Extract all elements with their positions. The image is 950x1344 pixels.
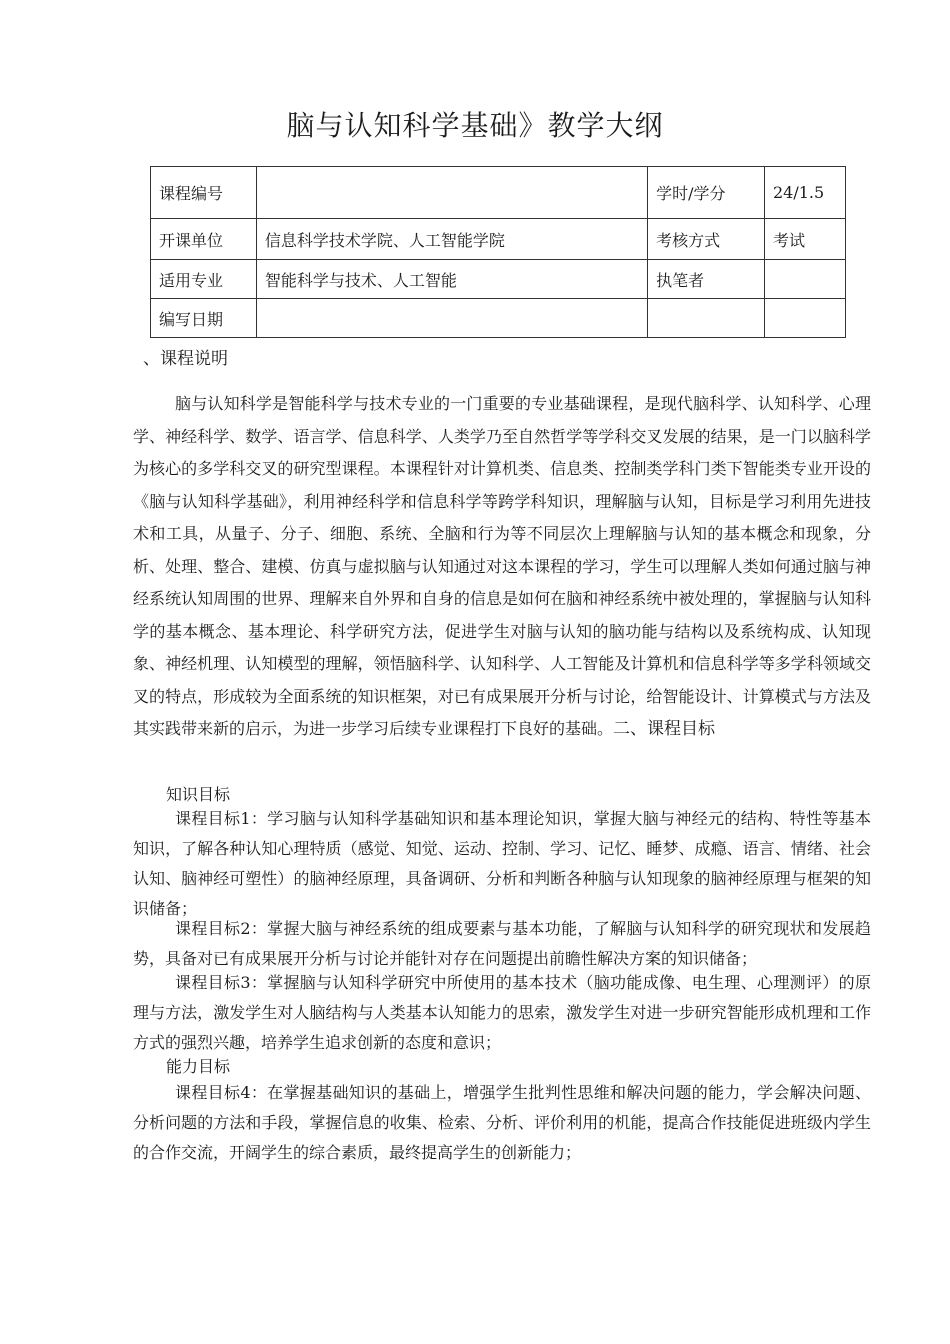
table-cell-label: 考核方式	[648, 219, 765, 260]
table-cell-value	[256, 299, 647, 338]
knowledge-goals-heading: 知识目标	[166, 785, 231, 804]
course-description-paragraph	[133, 388, 871, 746]
table-row	[151, 299, 846, 338]
ability-goals-heading: 能力目标	[166, 1057, 231, 1076]
goal-2-paragraph: 课程目标2：掌握大脑与神经系统的组成要素与基本功能，了解脑与认知科学的研究现状和发展趋势，具备对已有成果展开分析与讨论并能针对存在问题提出前瞻性解决方案的知识储备；	[133, 919, 871, 968]
section-heading-course-goals: 二、课程目标	[613, 719, 716, 739]
table-cell-empty	[648, 299, 765, 338]
table-cell-value: 信息科学技术学院、人工智能学院	[256, 219, 647, 260]
course-description-text: 脑与认知科学是智能科学与技术专业的一门重要的专业基础课程，是现代脑科学、认知科学、心理学、神经科学、数学、语言学、信息科学、人类学乃至自然哲学等学科交叉发展的结果，是一门以脑科学为核心的多学科交叉的研究型课程。本课程针对计算机类、信息类、控制类学科门类下智能类专业开设的《脑与认知科学基础》，利用神经科学和信息科学等跨学科知识，理解脑与认知，目标是学习利用先进技术和工具，从量子、分子、细胞、系统、全脑和行为等不同层次上理解脑与认知的基本概念和现象，分析、处理、整合、建模、仿真与虚拟脑与认知通过对这本课程的学习，学生可以理解人类如何通过脑与神经系统认知周围的世界、理解来自外界和自身的信息是如何在脑和神经系统中被处理的，掌握脑与认知科学的基本概念、基本理论、科学研究方法，促进学生对脑与认知的脑功能与结构以及系统构成、认知现象、神经机理、认知模型的理解，领悟脑科学、认知科学、人工智能及计算机和信息科学等多学科领域交叉的特点，形成较为全面系统的知识框架，对已有成果展开分析与讨论，给智能设计、计算模式与方法及其实践带来新的启示，为进一步学习后续专业课程打下良好的基础。	[133, 394, 871, 738]
goal-1-paragraph: 课程目标1：学习脑与认知科学基础知识和基本理论知识，掌握大脑与神经元的结构、特性等基本知识，了解各种认知心理特质（感觉、知觉、运动、控制、学习、记忆、睡梦、成瘾、语言、情绪、社会认知、脑神经可塑性）的脑神经原理，具备调研、分析和判断各种脑与认知现象的脑神经原理与框架的知识储备；	[133, 809, 871, 918]
table-cell-label: 开课单位	[151, 219, 257, 260]
table-cell-empty	[765, 299, 846, 338]
table-cell-label: 学时/学分	[648, 167, 765, 219]
table-cell-value: 24/1.5	[765, 167, 846, 219]
table-cell-value: 智能科学与技术、人工智能	[256, 260, 647, 299]
course-info-table	[150, 166, 846, 338]
table-row	[151, 219, 846, 260]
goal-3-paragraph: 课程目标3：掌握脑与认知科学研究中所使用的基本技术（脑功能成像、电生理、心理测评）的原理与方法，激发学生对人脑结构与人类基本认知能力的思索，激发学生对进一步研究智能形成机理和工作方式的强烈兴趣，培养学生追求创新的态度和意识；	[133, 973, 871, 1052]
table-cell-value: 考试	[765, 219, 846, 260]
table-cell-label: 课程编号	[151, 167, 257, 219]
goal-4-paragraph: 课程目标4：在掌握基础知识的基础上，增强学生批判性思维和解决问题的能力，学会解决问题、分析问题的方法和手段，掌握信息的收集、检索、分析、评价利用的机能，提高合作技能促进班级内学生的合作交流，开阔学生的综合素质，最终提高学生的创新能力；	[133, 1083, 871, 1162]
table-cell-value	[765, 260, 846, 299]
table-cell-label: 适用专业	[151, 260, 257, 299]
page-title: 脑与认知科学基础》教学大纲	[286, 109, 664, 142]
table-row	[151, 167, 846, 219]
table-cell-value	[256, 167, 647, 219]
table-cell-label: 执笔者	[648, 260, 765, 299]
section-heading-course-description: 、课程说明	[143, 349, 228, 369]
table-cell-label: 编写日期	[151, 299, 257, 338]
table-row	[151, 260, 846, 299]
